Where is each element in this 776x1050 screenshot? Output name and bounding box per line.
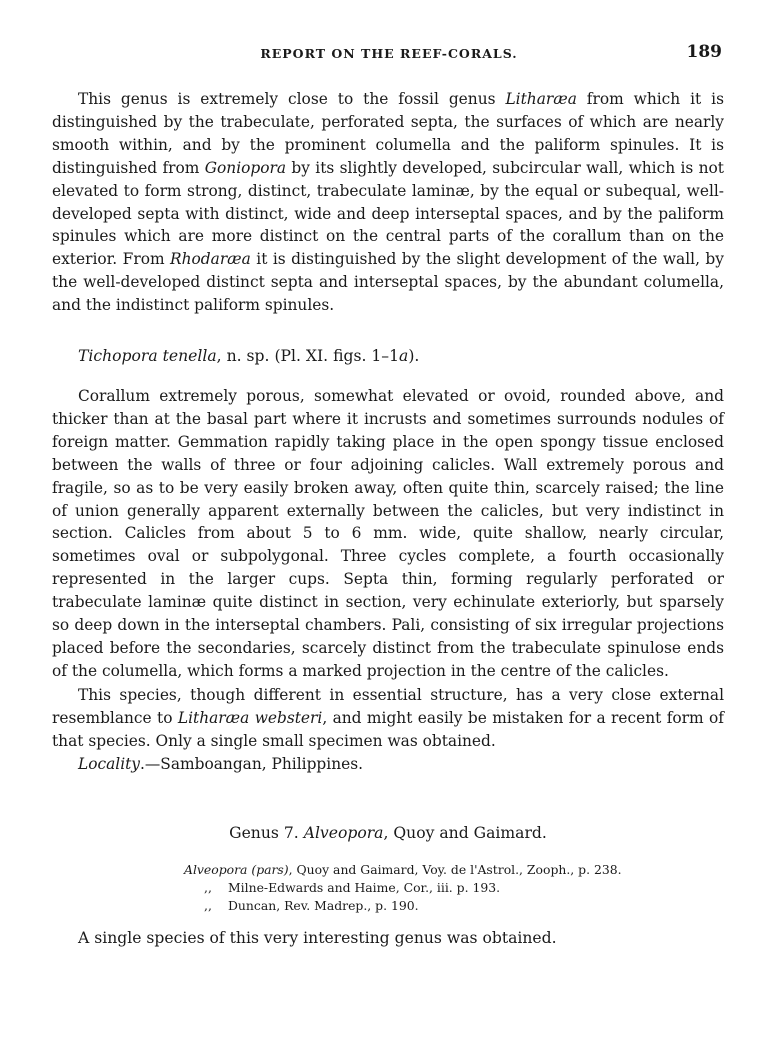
species-name: Tichopora tenella: [78, 347, 217, 365]
page-number: 189: [686, 42, 722, 62]
genus-name: Rhodaræa: [170, 250, 251, 269]
page-header: [52, 42, 726, 66]
closing-sentence: A single species of this very interesting genus was obtained.: [78, 929, 557, 947]
species-description: Corallum extremely porous, somewhat elevated or ovoid, rounded above, and thicker than at the basal part where it incrusts and sometimes surrounds nodules of foreign matter. Gemmation rapidly taking place in the open spongy tissue enclosed between the walls of three or four adjoining calicles. Wall extremely porous and fragile, so as to be very easily broken away, often quite thin, scarcely raised; the line of union generally apparent externally between the calicles, but very indistinct in section. Calicles from about 5 to 6 mm. wide, quite shallow, nearly circular, sometimes oval or subpolygonal. Three cycles complete, a fourth occasionally represented in the larger cups. Septa thin, forming regularly perforated or trabeculate laminæ quite distinct in section, very echinulate exteriorly, but sparsely so deep down in the interseptal chambers. Pali, consisting of six irregular projections placed before the secondaries, scarcely distinct from the trabeculate spinulose ends of the columella, which forms a marked projection in the centre of the calicles.: [52, 387, 724, 680]
running-title: REPORT ON THE REEF-CORALS.: [260, 46, 518, 61]
locality-label: Locality: [78, 755, 141, 773]
reference-row: ,, Milne-Edwards and Haime, Cor., iii. p. 193.: [204, 880, 501, 895]
reference-row: ,, Duncan, Rev. Madrep., p. 190.: [204, 898, 419, 913]
reference-row: Alveopora (pars), Quoy and Gaimard, Voy. de l'Astrol., Zooph., p. 238.: [184, 862, 622, 877]
genus-name: Alveopora: [303, 824, 384, 842]
locality-line: Locality.—Samboangan, Philippines.: [78, 755, 364, 773]
genus-name: Goniopora: [204, 158, 287, 177]
synonymy-list: [184, 861, 622, 915]
genus-name: Litharæa: [505, 90, 577, 108]
species-name: Litharæa websteri: [177, 708, 323, 727]
species-heading: Tichopora tenella, n. sp. (Pl. XI. figs. 1–1a).: [78, 347, 420, 365]
comparison-paragraph: This species, though different in essential structure, has a very close external resemblance to Litharæa websteri, and might easily be mistaken for a recent form of that species. Only a single small specimen was obtained.: [52, 686, 724, 750]
genus-heading: Genus 7. Alveopora, Quoy and Gaimard.: [229, 824, 547, 842]
intro-paragraph: This genus is extremely close to the fossil genus Litharæa from which it is distinguished by the trabeculate, perforated septa, the surfaces of which are nearly smooth within, and by the prominent columella and the paliform spinules. It is distinguished from Goniopora by its slightly developed, subcircular wall, which is not elevated to form strong, distinct, trabeculate laminæ, by the equal or subequal, well-developed septa with distinct, wide and deep interseptal spaces, and by the paliform spinules which are more distinct on the central parts of the corallum than on the exterior. From Rhodaræa it is distinguished by the slight development of the wall, by the well-developed distinct septa and interseptal spaces, by the abundant columella, and the indistinct paliform spinules.: [52, 90, 725, 315]
